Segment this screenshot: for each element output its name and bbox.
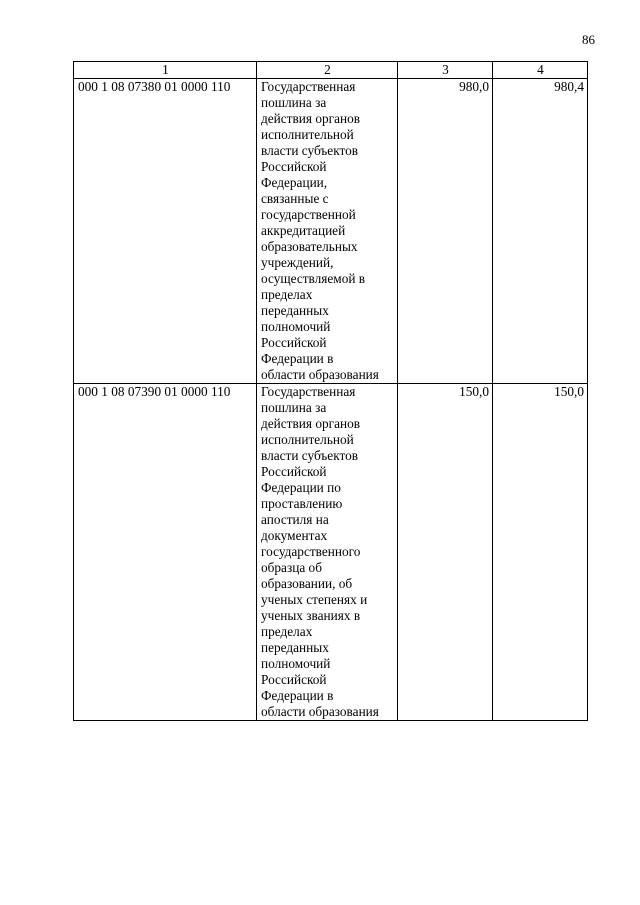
table-row (74, 79, 588, 384)
amount-column-4-cell: 150,0 (493, 384, 588, 721)
amount-column-3-cell: 980,0 (398, 79, 493, 384)
budget-code-cell: 000 1 08 07380 01 0000 110 (74, 79, 257, 384)
page-number: 86 (582, 32, 595, 47)
table-header-row (74, 62, 588, 79)
amount-column-4-cell: 980,4 (493, 79, 588, 384)
revenue-name-cell: Государственная пошлина за действия органов исполнительной власти субъектов Российской Федерации по проставлению апостиля на документах государственного образца об образовании, об ученых степенях и ученых званиях в пределах переданных полномочий Российской Федерации в области образования (257, 384, 398, 721)
revenue-name-cell: Государственная пошлина за действия органов исполнительной власти субъектов Российской Федерации, связанные с государственной аккредитацией образовательных учреждений, осуществляемой в пределах переданных полномочий Российской Федерации в области образования (257, 79, 398, 384)
column-header-4: 4 (493, 62, 588, 79)
budget-code-cell: 000 1 08 07390 01 0000 110 (74, 384, 257, 721)
table-row (74, 384, 588, 721)
amount-column-3-cell: 150,0 (398, 384, 493, 721)
column-header-2: 2 (257, 62, 398, 79)
column-header-1: 1 (74, 62, 257, 79)
budget-revenue-table (73, 61, 588, 721)
column-header-3: 3 (398, 62, 493, 79)
